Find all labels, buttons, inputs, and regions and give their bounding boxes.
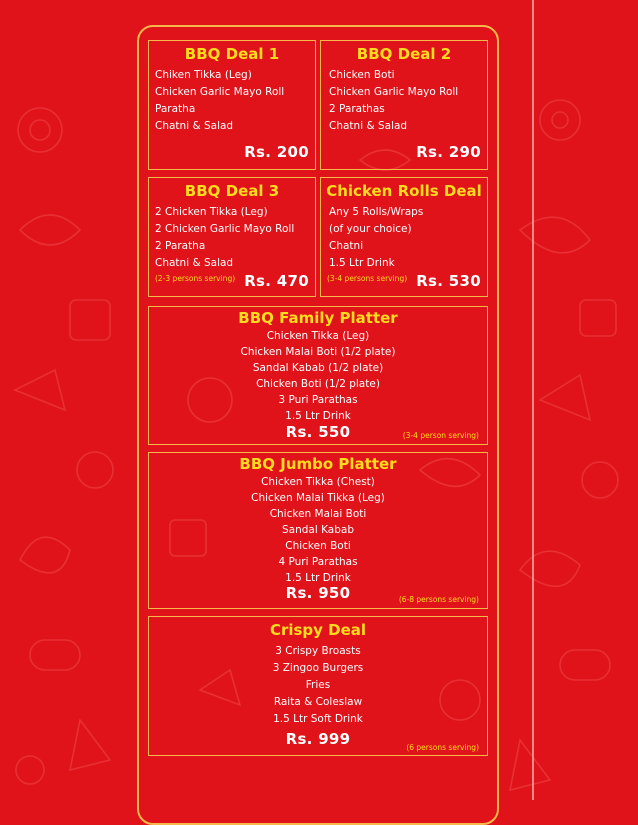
deal-card-bbq-deal-3 (148, 177, 316, 297)
deal-item: Paratha (155, 103, 196, 115)
serving-note: (2-3 persons serving) (155, 274, 236, 283)
serving-note: (3-4 persons serving) (327, 274, 408, 283)
platter-item: Raita & Coleslaw (273, 696, 363, 708)
deal-card-bbq-deal-2 (320, 40, 488, 170)
deal-item: 2 Chicken Tikka (Leg) (155, 206, 268, 218)
serving-note: (6-8 persons serving) (398, 595, 479, 604)
platter-item: Chicken Boti (1/2 plate) (256, 378, 380, 390)
platter-title: Crispy Deal (269, 621, 367, 639)
platter-item: 1.5 Ltr Soft Drink (273, 713, 363, 725)
deal-item: Chatni (329, 240, 364, 252)
platter-item: Fries (305, 679, 331, 691)
deal-item: Chatni & Salad (329, 120, 408, 132)
platter-item: Chicken Malai Tikka (Leg) (251, 492, 385, 504)
platter-card-family (148, 306, 488, 445)
deal-item: (of your choice) (329, 223, 412, 235)
deal-item: Chicken Garlic Mayo Roll (329, 86, 459, 98)
platter-title: BBQ Family Platter (238, 309, 398, 327)
platter-title: BBQ Jumbo Platter (239, 455, 397, 473)
deal-item: 2 Chicken Garlic Mayo Roll (155, 223, 295, 235)
platter-price: Rs. 999 (285, 730, 351, 748)
platter-item: Sandal Kabab (1/2 plate) (252, 362, 384, 374)
deal-item: Chicken Garlic Mayo Roll (155, 86, 285, 98)
platter-price: Rs. 550 (285, 423, 351, 441)
deal-title: BBQ Deal 1 (184, 45, 280, 63)
deal-title: Chicken Rolls Deal (326, 182, 482, 200)
serving-note: (6 persons serving) (406, 743, 479, 752)
deal-item: Chatni & Salad (155, 120, 234, 132)
deal-item: 2 Parathas (329, 103, 385, 115)
platter-item: 1.5 Ltr Drink (285, 572, 351, 584)
deal-price: Rs. 200 (244, 143, 309, 161)
deal-item: Any 5 Rolls/Wraps (329, 206, 424, 218)
platter-item: Chicken Tikka (Chest) (261, 476, 375, 488)
platter-item: 3 Puri Parathas (278, 394, 358, 406)
deal-title: BBQ Deal 3 (184, 182, 280, 200)
deal-item: 2 Paratha (155, 240, 206, 252)
deal-title: BBQ Deal 2 (356, 45, 452, 63)
platter-item: Chicken Malai Boti (269, 508, 367, 520)
deal-card-bbq-deal-1 (148, 40, 316, 170)
deal-card-chicken-rolls (320, 177, 488, 297)
page-edge-line (532, 0, 534, 800)
platter-item: 3 Zingoo Burgers (272, 662, 364, 674)
deal-item: Chatni & Salad (155, 257, 234, 269)
platter-price: Rs. 950 (285, 584, 351, 602)
deal-price: Rs. 530 (416, 272, 481, 290)
platter-item: 3 Crispy Broasts (275, 645, 361, 657)
deal-item: 1.5 Ltr Drink (329, 257, 395, 269)
deal-item: Chiken Tikka (Leg) (155, 69, 252, 81)
platter-item: 4 Puri Parathas (278, 556, 358, 568)
serving-note: (3-4 person serving) (402, 431, 479, 440)
platter-item: Sandal Kabab (281, 524, 354, 536)
platter-item: Chicken Boti (285, 540, 351, 552)
platter-card-jumbo (148, 452, 488, 609)
platter-card-crispy (148, 616, 488, 756)
deal-price: Rs. 470 (244, 272, 309, 290)
deal-price: Rs. 290 (416, 143, 481, 161)
platter-item: 1.5 Ltr Drink (285, 410, 351, 422)
platter-item: Chicken Malai Boti (1/2 plate) (240, 346, 396, 358)
deal-item: Chicken Boti (329, 69, 395, 81)
platter-item: Chicken Tikka (Leg) (266, 330, 370, 342)
